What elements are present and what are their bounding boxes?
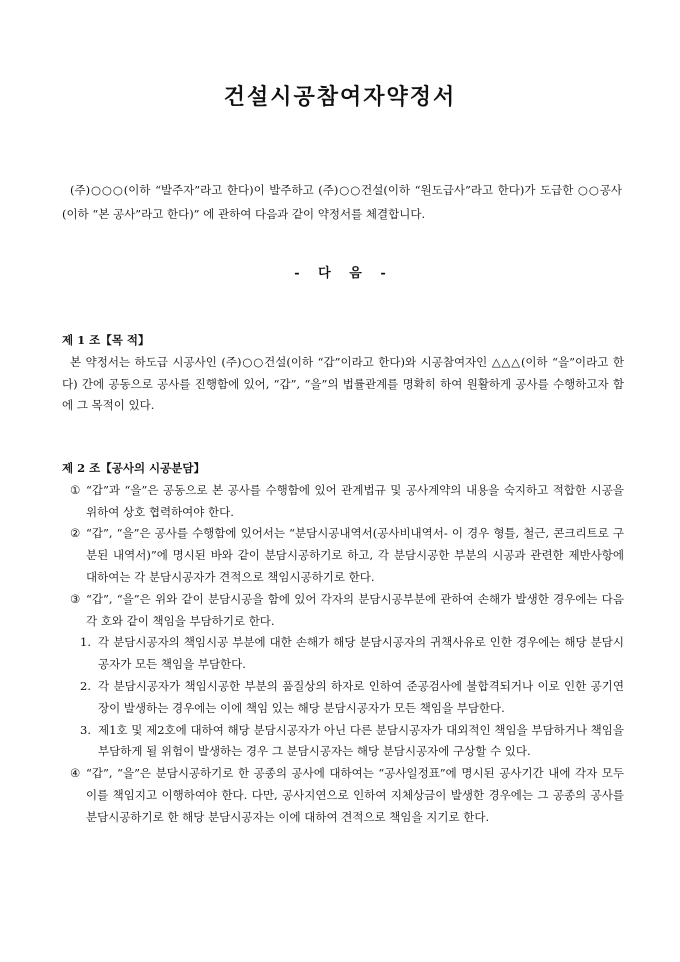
clause-marker: ④ (70, 766, 81, 781)
clause-text: “갑”, “을”은 위와 같이 분담시공을 함에 있어 각자의 분담시공부분에 관하여 손해가 발생한 경우에는 다음 각 호와 같이 책임을 부담하기로 한다. (86, 591, 624, 628)
article-2-title: 제 2 조【공사의 시공분담】 (62, 461, 205, 475)
clause-text: “갑”, “을”은 공사를 수행함에 있어서는 “분담시공내역서(공사비내역서- 이 경우 형틀, 철근, 콘크리트로 구분된 내역서)”에 명시된 바와 같이 분담시공하기로 하고, 각 분담시공한 부분의 시공과 관련한 제반사항에 대하여는 각 분담시공자가 견적으로 책임시공하기로 한다. (86, 526, 624, 584)
section-heading: - 다 음 - (294, 266, 386, 281)
clause-marker: ② (70, 526, 81, 541)
sub-clause-text: 각 분담시공자가 책임시공한 부분의 품질상의 하자로 인하여 준공검사에 불합격되거나 이로 인한 공기연장이 발생하는 경우에는 이에 책임 있는 해당 분담시공자가 모든 책임을 부담한다. (98, 678, 624, 715)
sub-clause-marker: 1. (80, 635, 91, 650)
article-1 (62, 330, 624, 417)
sub-clause-text: 각 분담시공자의 책임시공 부분에 대한 손해가 해당 분담시공자의 귀책사유로 인한 경우에는 해당 분담시공자가 모든 책임을 부담한다. (98, 635, 624, 672)
sub-clause-text: 제1호 및 제2호에 대하여 해당 분담시공자가 아닌 다른 분담시공자가 대외적인 책임을 부담하거나 책임을 부담하게 될 위험이 발생하는 경우 그 분담시공자는 해당 분담시공자에 구상할 수 있다. (98, 722, 624, 759)
sub-clause-marker: 3. (80, 722, 91, 737)
clause-text: “갑”, “을”은 분담시공하기로 한 공종의 공사에 대하여는 “공사일정표”에 명시된 공사기간 내에 각자 모두 이를 책임지고 이행하여야 한다. 다만, 공사지연으로 인하여 지체상금이 발생한 경우에는 그 공종의 공사를 분담시공하기로 한 해당 분담시공자는 이에 대하여 견적으로 책임을 지기로 한다. (86, 766, 624, 824)
article-2 (62, 458, 624, 829)
article-1-title: 제 1 조【목 적】 (62, 333, 150, 347)
sub-clause-1 (62, 632, 624, 676)
sub-clause-3 (62, 720, 624, 764)
sub-clause-marker: 2. (80, 678, 91, 693)
clause-4 (62, 763, 624, 828)
intro-paragraph: (주)○○○(이하 “발주자”라고 한다)이 발주하고 (주)○○건설(이하 “원도급사”라고 한다)가 도급한 ○○공사(이하 “본 공사”라고 한다)” 에 관하여 다음과 같이 약정서를 체결합니다. (62, 183, 622, 221)
clause-marker: ③ (70, 591, 81, 606)
clause-1 (62, 480, 624, 524)
clause-marker: ① (70, 482, 81, 497)
document-title: 건설시공참여자약정서 (223, 84, 457, 110)
article-1-body: 본 약정서는 하도급 시공사인 (주)○○건설(이하 “갑”이라고 한다)와 시공참여자인 △△△(이하 “을”이라고 한다) 간에 공동으로 공사를 진행함에 있어, “갑”, “을”의 법률관계를 명확히 하여 원활하게 공사를 수행하고자 함에 그 목적이 있다. (62, 354, 624, 413)
sub-clause-2 (62, 676, 624, 720)
clause-3 (62, 589, 624, 633)
clause-text: “갑”과 “을”은 공동으로 본 공사를 수행함에 있어 관계법규 및 공사계약의 내용을 숙지하고 적합한 시공을 위하여 상호 협력하여야 한다. (86, 482, 624, 519)
clause-2 (62, 523, 624, 588)
